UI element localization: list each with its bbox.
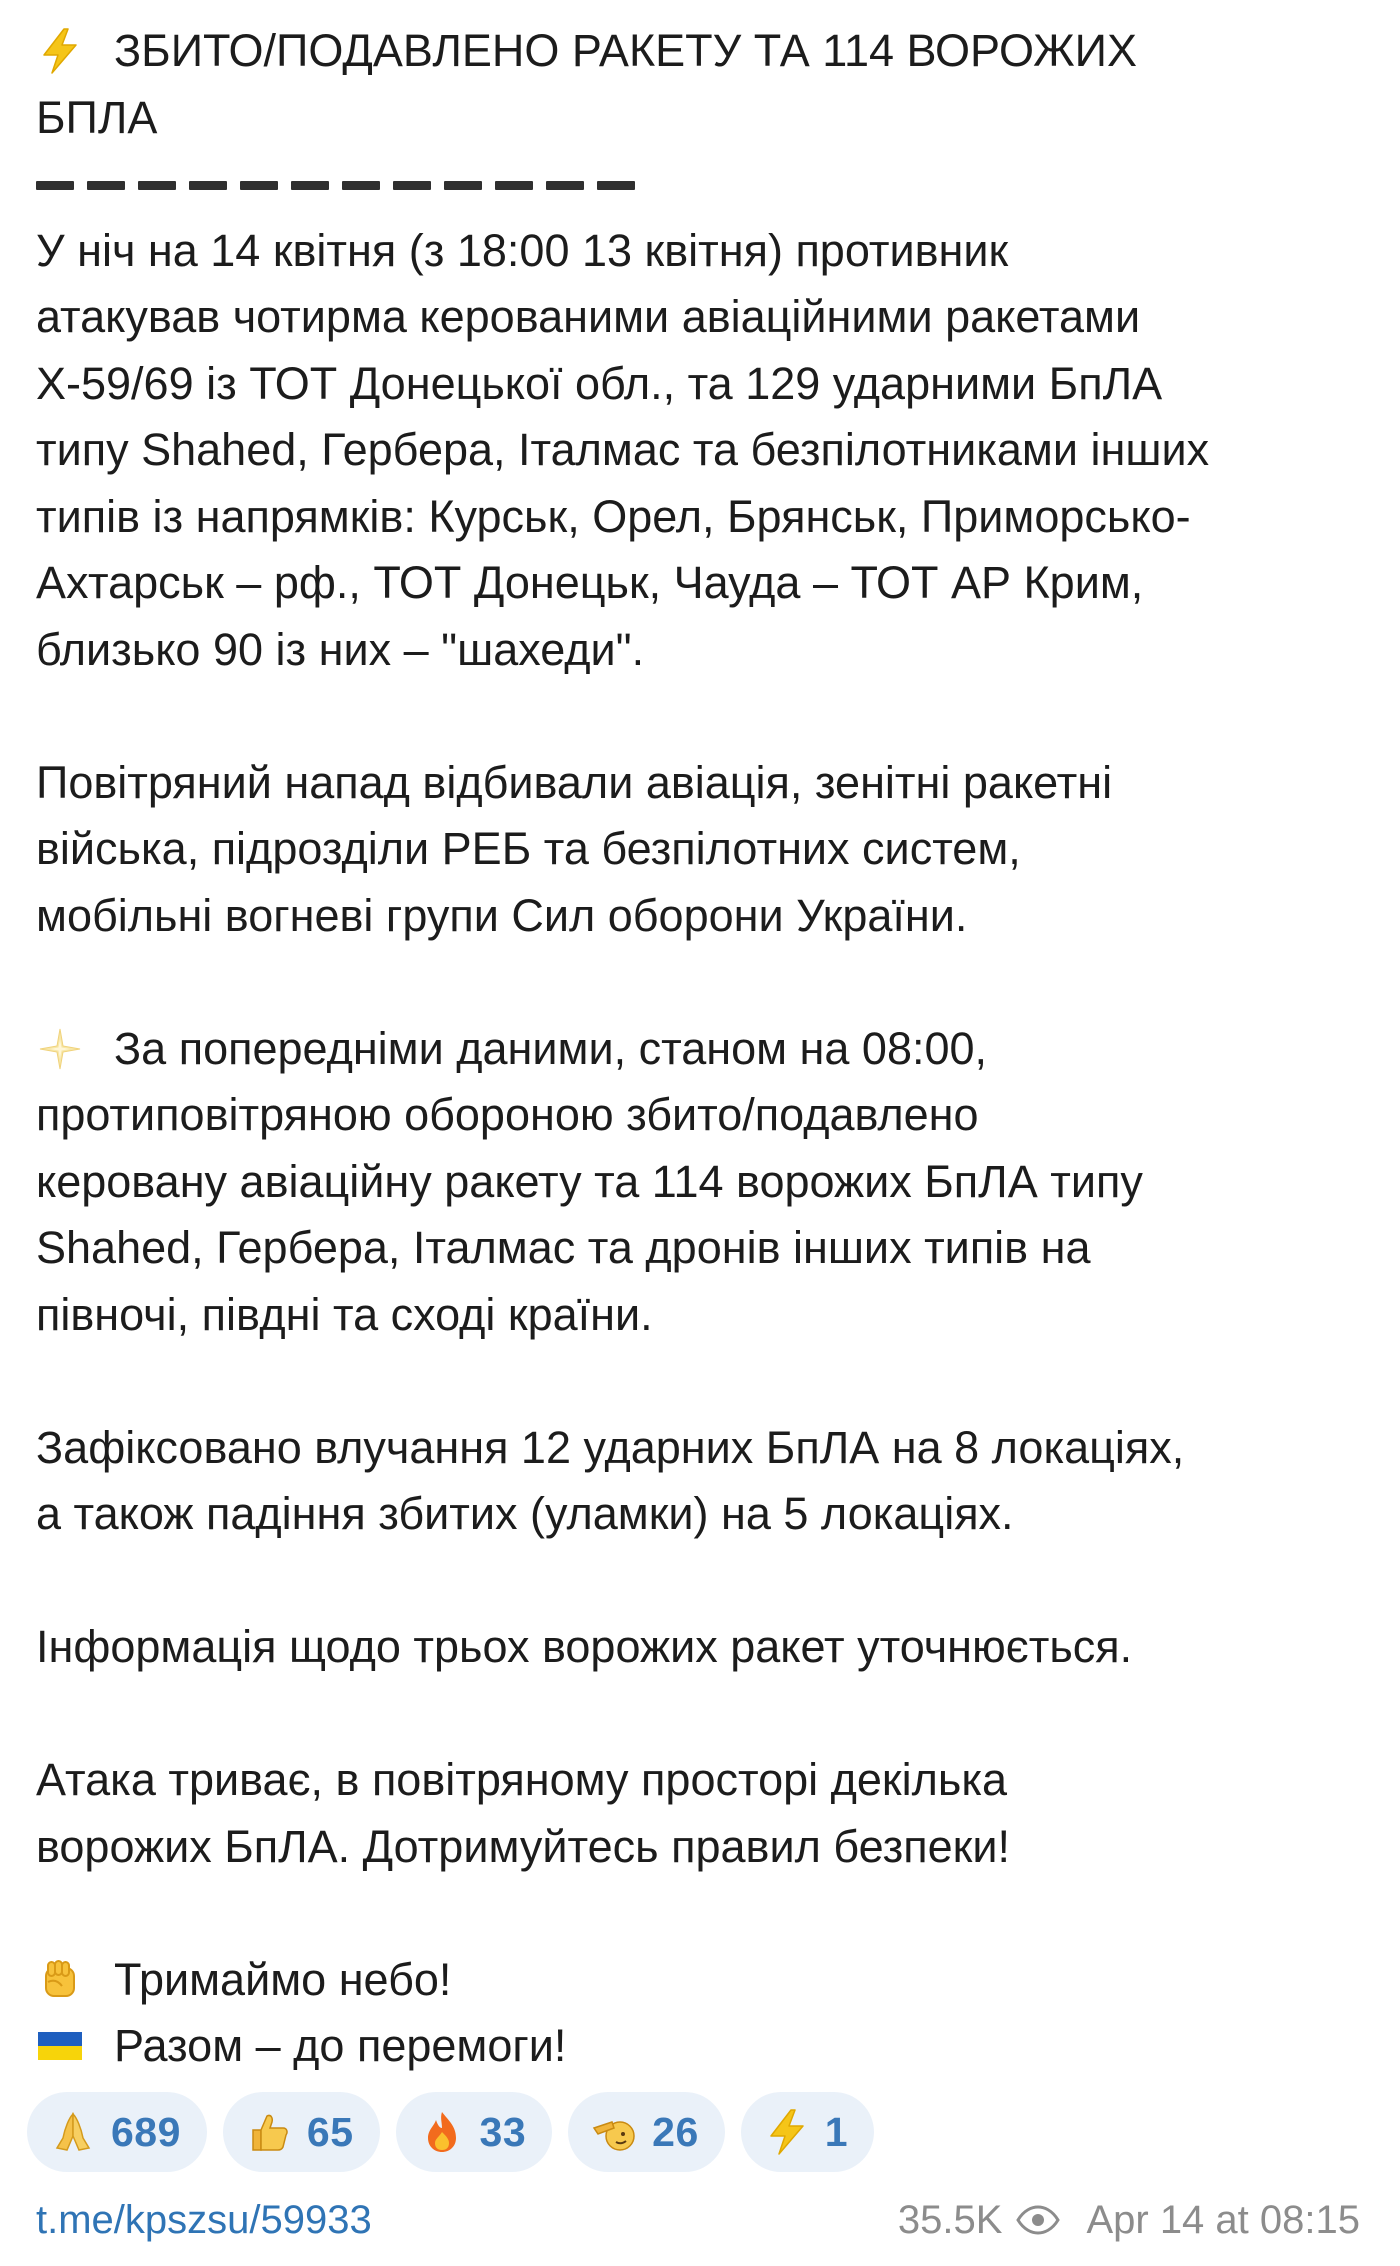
post-link[interactable]: t.me/kpszsu/59933 [36, 2197, 372, 2242]
text-line: півночі, півдні та сході країни. [36, 1288, 653, 1340]
reaction-count: 33 [479, 2108, 527, 2155]
text-line: мобільні вогневі групи Сил оборони України. [36, 889, 968, 941]
salute-icon [590, 2108, 638, 2156]
thumbs-up-icon [245, 2108, 293, 2156]
message-footer [36, 2190, 1360, 2250]
lightning-icon [36, 27, 84, 75]
text-line: близько 90 із них – "шахеди". [36, 623, 645, 675]
text-line: За попередніми даними, станом на 08:00, [36, 1016, 1376, 1083]
text-line: Зафіксовано влучання 12 ударних БпЛА на 8 локаціях, [36, 1421, 1185, 1473]
post-meta [898, 2198, 1360, 2243]
text-line: війська, підрозділи РЕБ та безпілотних систем, [36, 823, 1021, 874]
text-line: ворожих БпЛА. Дотримуйтесь правил безпеки! [36, 1820, 1011, 1872]
ukraine-flag-icon [36, 2022, 84, 2070]
text-line: а також падіння збитих (уламки) на 5 локаціях. [36, 1488, 1014, 1539]
praying-hands-icon [49, 2108, 97, 2156]
post-title: БПЛА [36, 91, 158, 143]
closing-line: Разом – до перемоги! [36, 2013, 1376, 2080]
title-line [36, 85, 1376, 152]
post-title: ЗБИТО/ПОДАВЛЕНО РАКЕТУ ТА 114 ВОРОЖИХ [114, 25, 1137, 76]
reaction-lightning[interactable] [741, 2092, 874, 2172]
reaction-fire[interactable] [396, 2092, 553, 2172]
reaction-count: 26 [652, 2108, 699, 2155]
text-line: Повітряний напад відбивали авіація, зенітні ракетні [36, 756, 1113, 808]
reaction-thumbs-up[interactable] [223, 2092, 380, 2172]
text-line: Інформація щодо трьох ворожих ракет уточнюється. [36, 1621, 1133, 1672]
text-line: Shahed, Гербера, Італмас та дронів інших типів на [36, 1222, 1091, 1273]
closing-line: Тримаймо небо! [36, 1947, 1376, 2014]
reaction-count: 65 [306, 2108, 354, 2155]
text-line: типів із напрямків: Курськ, Орел, Брянськ, Приморсько- [36, 490, 1191, 542]
text-line: У ніч на 14 квітня (з 18:00 13 квітня) противник [36, 224, 1009, 276]
message-body [36, 18, 1376, 2080]
eye-icon [1016, 2205, 1060, 2235]
text-line: атакував чотирма керованими авіаційними ракетами [36, 291, 1141, 342]
reaction-salute[interactable] [568, 2092, 725, 2172]
text-line: Ахтарськ – рф., ТОТ Донецьк, Чауда – ТОТ АР Крим, [36, 557, 1144, 608]
text-line: протиповітряною обороною збито/подавлено [36, 1089, 979, 1140]
lightning-icon [763, 2108, 811, 2156]
sparkle-icon [36, 1025, 84, 1073]
timestamp: Apr 14 at 08:15 [1086, 2197, 1360, 2242]
divider [36, 151, 1376, 218]
text-line: типу Shahed, Гербера, Італмас та безпілотниками інших [36, 424, 1210, 475]
fire-icon [418, 2108, 466, 2156]
view-count: 35.5K [897, 2197, 1003, 2242]
reaction-count: 1 [824, 2108, 849, 2155]
title-line [36, 18, 1376, 85]
reactions-bar [27, 2092, 874, 2172]
text-line: керовану авіаційну ракету та 114 ворожих БпЛА типу [36, 1155, 1143, 1207]
text-line: Атака триває, в повітряному просторі декілька [36, 1754, 1008, 1805]
raised-fist-icon [36, 1956, 84, 2004]
reaction-pray[interactable] [27, 2092, 207, 2172]
text-line: Х-59/69 із ТОТ Донецької обл., та 129 ударними БпЛА [36, 357, 1163, 409]
reaction-count: 689 [111, 2108, 181, 2155]
